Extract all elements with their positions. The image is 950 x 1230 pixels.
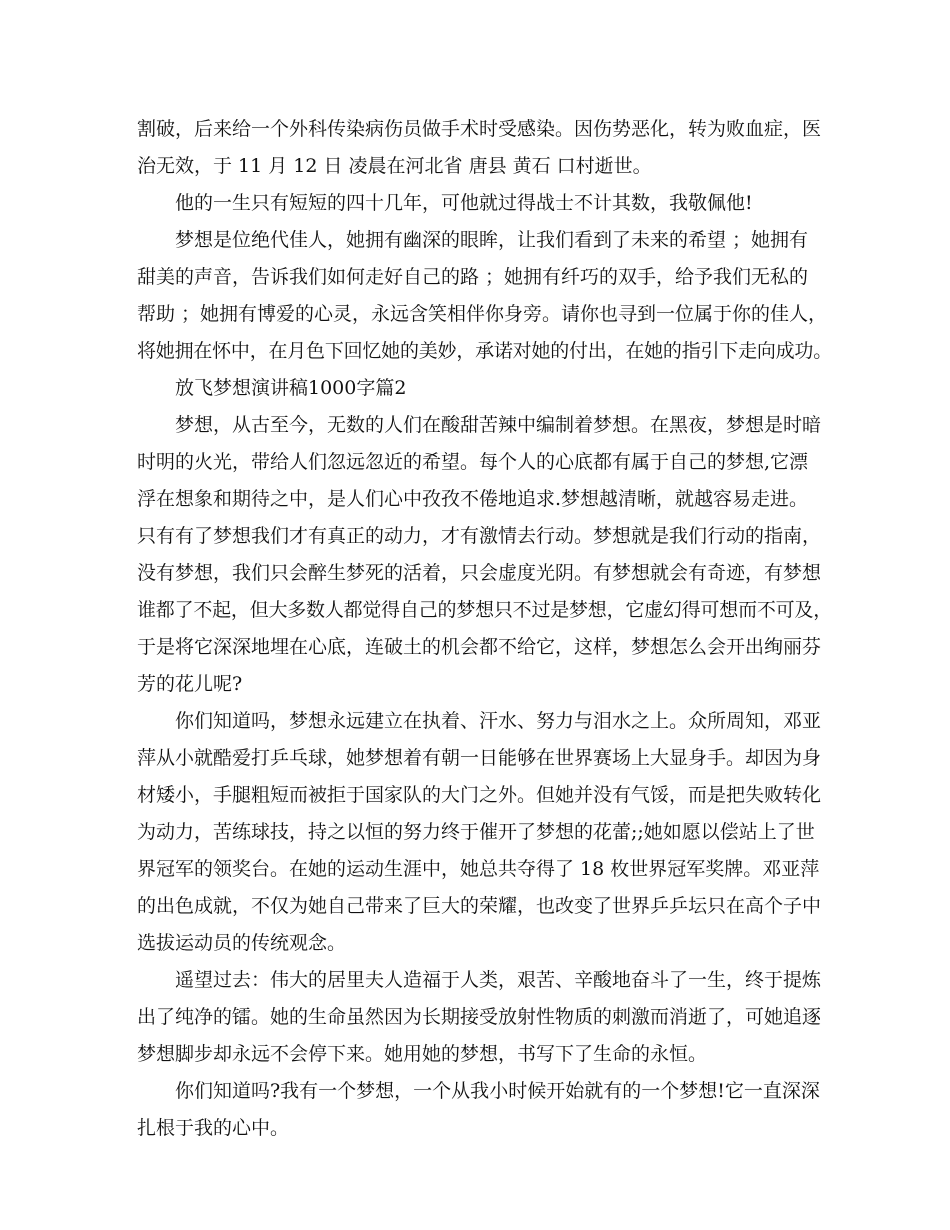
section-heading: 放飞梦想演讲稿1000字篇2 <box>175 377 407 399</box>
text-line: 谁都了不起，但大多数人都觉得自己的梦想只不过是梦想，它虚幻得可想而不可及， <box>137 599 832 621</box>
text-line: 浮在想象和期待之中，是人们心中孜孜不倦地追求.梦想越清晰，就越容易走进。 <box>137 488 809 510</box>
text-line: 没有梦想，我们只会醉生梦死的活着，只会虚度光阴。有梦想就会有奇迹，有梦想 <box>137 562 822 584</box>
text-line: 界冠军的领奖台。在她的运动生涯中，她总共夺得了 18 枚世界冠军奖牌。邓亚萍 <box>137 858 820 880</box>
text-line: 扎根于我的心中。 <box>137 1117 290 1139</box>
text-line: 梦想脚步却永远不会停下来。她用她的梦想，书写下了生命的永恒。 <box>137 1043 708 1065</box>
text-line: 的出色成就，不仅为她自己带来了巨大的荣耀，也改变了世界乒乒坛只在高个子中 <box>137 895 822 917</box>
text-line: 将她拥在怀中，在月色下回忆她的美妙，承诺对她的付出，在她的指引下走向成功。 <box>137 340 832 362</box>
text-line: 甜美的声音，告诉我们如何走好自己的路 ；她拥有纤巧的双手，给予我们无私的 <box>137 266 809 288</box>
text-line: 于是将它深深地埋在心底，连破土的机会都不给它，这样，梦想怎么会开出绚丽芬 <box>137 636 822 658</box>
text-line: 时明的火光，带给人们忽远忽近的希望。每个人的心底都有属于自己的梦想,它漂 <box>137 451 809 473</box>
text-line: 萍从小就酷爱打乒乓球，她梦想着有朝一日能够在世界赛场上大显身手。却因为身 <box>137 747 822 769</box>
text-line: 选拔运动员的传统观念。 <box>137 932 347 954</box>
text-line: 只有有了梦想我们才有真正的动力，才有激情去行动。梦想就是我们行动的指南， <box>137 525 822 547</box>
text-line: 材矮小，手腿粗短而被拒于国家队的大门之外。但她并没有气馁，而是把失败转化 <box>137 784 822 806</box>
text-line: 你们知道吗?我有一个梦想，一个从我小时候开始就有的一个梦想!它一直深深 <box>175 1080 820 1102</box>
text-line: 割破，后来给一个外科传染病伤员做手术时受感染。因伤势恶化，转为败血症，医 <box>137 118 822 140</box>
text-line: 他的一生只有短短的四十几年，可他就过得战士不计其数，我敬佩他! <box>175 192 753 214</box>
text-line: 你们知道吗，梦想永远建立在执着、汗水、努力与泪水之上。众所周知，邓亚 <box>175 710 822 732</box>
text-line: 治无效，于 11 月 12 日 凌晨在河北省 唐县 黄石 口村逝世。 <box>137 155 652 177</box>
text-line: 为动力，苦练球技，持之以恒的努力终于催开了梦想的花蕾;;她如愿以偿站上了世 <box>137 821 815 843</box>
text-line: 遥望过去：伟大的居里夫人造福于人类，艰苦、辛酸地奋斗了一生，终于提炼 <box>175 969 822 991</box>
text-line: 梦想，从古至今，无数的人们在酸甜苦辣中编制着梦想。在黑夜，梦想是时暗 <box>175 414 822 436</box>
text-line: 芳的花儿呢? <box>137 673 243 695</box>
text-line: 出了纯净的镭。她的生命虽然因为长期接受放射性物质的刺激而消逝了，可她追逐 <box>137 1006 822 1028</box>
text-line: 帮助 ；她拥有博爱的心灵，永远含笑相伴你身旁。请你也寻到一位属于你的佳人， <box>137 303 828 325</box>
text-line: 梦想是位绝代佳人，她拥有幽深的眼眸，让我们看到了未来的希望 ；她拥有 <box>175 229 809 251</box>
